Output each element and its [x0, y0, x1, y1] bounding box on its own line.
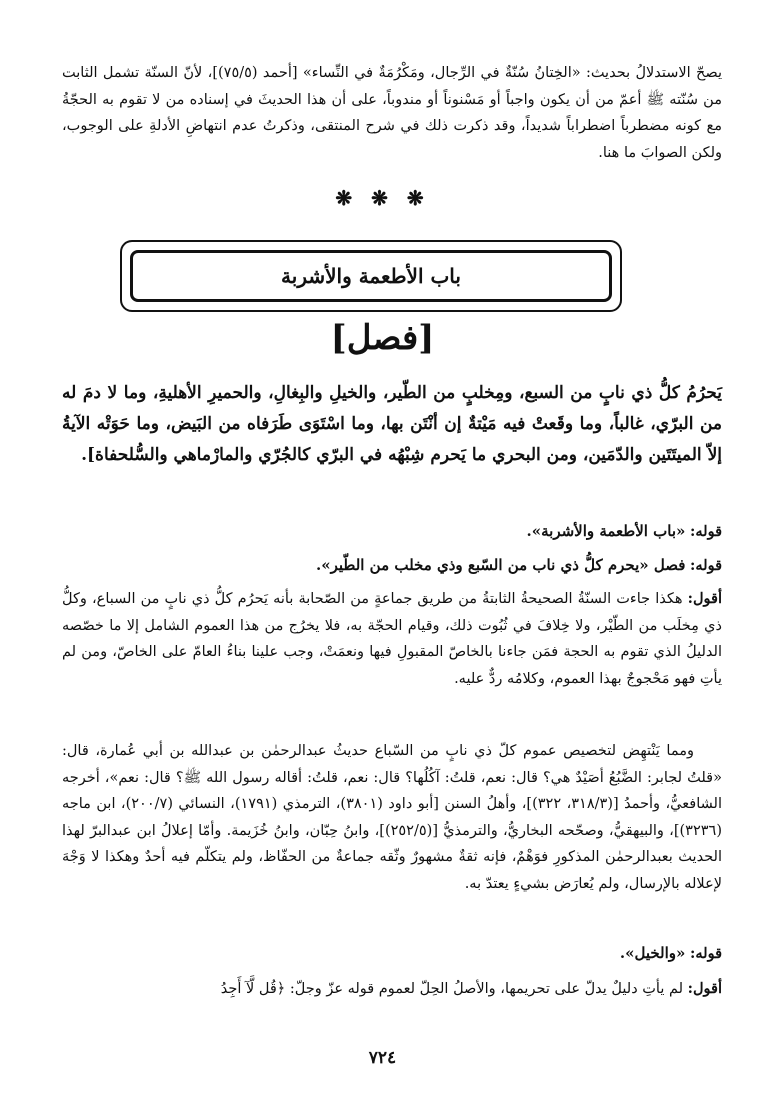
qawl-line-3 — [62, 940, 722, 968]
qawl-label: قوله: — [690, 557, 722, 574]
section-separator: ❋ ❋ ❋ — [335, 186, 430, 210]
qawl-text: «باب الأطعمة والأشربة». — [526, 522, 686, 540]
chapter-frame — [120, 240, 622, 312]
commentary-paragraph-3 — [62, 976, 722, 1003]
intro-paragraph — [62, 60, 722, 166]
commentary-text-1: هكذا جاءت السنّةُ الصحيحةُ الثابتةُ من طريق جماعةٍ من الصّحابة بأنه يَحرُم كلُّ ذي نابٍ من السباع، وكلُّ ذي مِخلَب من الطّيْر، ولا خِلافَ في ثُبُوت ذلك، وقيام الحجّة به، فلا يخرُج من هذا العموم الشامل إلا ما خصّصه الدليلُ الذي تقوم به الحجة فمَن جاءنا بالخاصّ المقبولِ فيها ونعمَتْ، وجب علينا بناءُ العامّ على الخاصّ، ومن لم يأتِ فهو مَحْجوجٌ بهذا العموم، وكلامُه ردٌّ عليه. — [62, 591, 722, 687]
commentary-text-2: ومما يَنْتهِض لتخصيص عموم كلّ ذي نابٍ من السّباع حديثُ عبدالرحمٰن بن عبدالله بن أبي عُمارة، قال: «قلتُ لجابر: الضَّبُعُ أصَيْدٌ هي؟ قال: نعم، قلتُ: آكُلُها؟ قال: نعم، قلتُ: أقاله رسول الله ﷺ؟ قال: نعم»، أخرجه الشافعيُّ، وأحمدُ [(٣١٨/٣، ٣٢٢)]، وأهلُ السنن [أبو داود (٣٨٠١)، الترمذي (١٧٩١)، النسائي (٢٠٠/٧)، ابن ماجه (٣٢٣٦)]، والبيهقيُّ، وصحّحه البخاريُّ، والترمذيُّ [(٢٥٢/٥)]، وابنُ حِبّان، وابنُ خُزَيمة. وأمّا إعلالُ ابن عبدالبرّ لهذا الحديث بعبدالرحمٰن المذكورِ فوَهْمٌ، فإنه ثقةٌ مشهورٌ وثّقه جماعةٌ من الحفّاظ، ولم يتكلّم فيه أحدٌ وهكذا لا وَجْهَ لإعلاله بالإرسال، ولم يُعارَض بشيءٍ يعتدّ به. — [62, 743, 722, 892]
section-heading: [فصل] — [330, 318, 435, 358]
matn-block — [62, 378, 722, 471]
qawl-label: قوله: — [690, 945, 722, 962]
qawl-line-1 — [62, 518, 722, 546]
qawl-text: «والخيل». — [619, 944, 686, 962]
qawl-text: فصل «يحرم كلُّ ذي ناب من السّبع وذي مخلب من الطّير». — [316, 556, 686, 574]
commentary-label: أقول: — [687, 590, 722, 607]
intro-text: يصحّ الاستدلالُ بحديث: «الخِتانُ سُنّةٌ في الرِّجال، ومَكْرُمَةٌ في النِّساء» [أحمد (٧٥/٥)]، لأنّ السنّة تشمل الثابت من سُنّته ﷺ أعمّ من أن يكون واجباً أو مَسْنوناً أو مندوباً، على أن هذا الحديثَ في إسناده من لا تقوم به الحجّةُ مع كونه مضطرباً اضطراباً شديداً، وقد ذكرت ذلك في شرح المنتقى، وذكرتُ عدم انتهاضِ الأدلةِ على الوجوب، ولكن الصوابَ ما هنا. — [62, 65, 722, 161]
qawl-label: قوله: — [690, 523, 722, 540]
chapter-title: باب الأطعمة والأشربة — [281, 264, 461, 288]
chapter-frame-inner — [130, 250, 612, 302]
commentary-paragraph-2 — [62, 738, 722, 897]
matn-text: يَحرُمُ كلُّ ذي نابٍ من السبع، ومِخلبٍ من الطّير، والخيلِ والبِغالِ، والحميرِ الأهليةِ، وما لا دمَ له من البرّي، غالباً، وما وقَعتْ فيه مَيْتةٌ إن أنْتَن بها، وما اسْتَوَى طَرَفاه من البَيض، وما حَوَتْه الآيةُ إلاّ الميتَتَين والدّمَين، ومن البحري ما يَحرم شِبْهُه في البرّي كالجُرّي والمارْماهي والسُّلحفاة]. — [62, 383, 722, 465]
commentary-paragraph-1 — [62, 586, 722, 692]
commentary-text-3: لم يأتِ دليلٌ يدلّ على تحريمها، والأصلُ الحِلّ لعموم قوله عزّ وجلّ: ﴿قُل لَّآ أَجِدُ — [220, 981, 684, 997]
qawl-line-2 — [62, 552, 722, 580]
commentary-label: أقول: — [687, 980, 722, 997]
page-number: ٧٢٤ — [368, 1048, 397, 1068]
